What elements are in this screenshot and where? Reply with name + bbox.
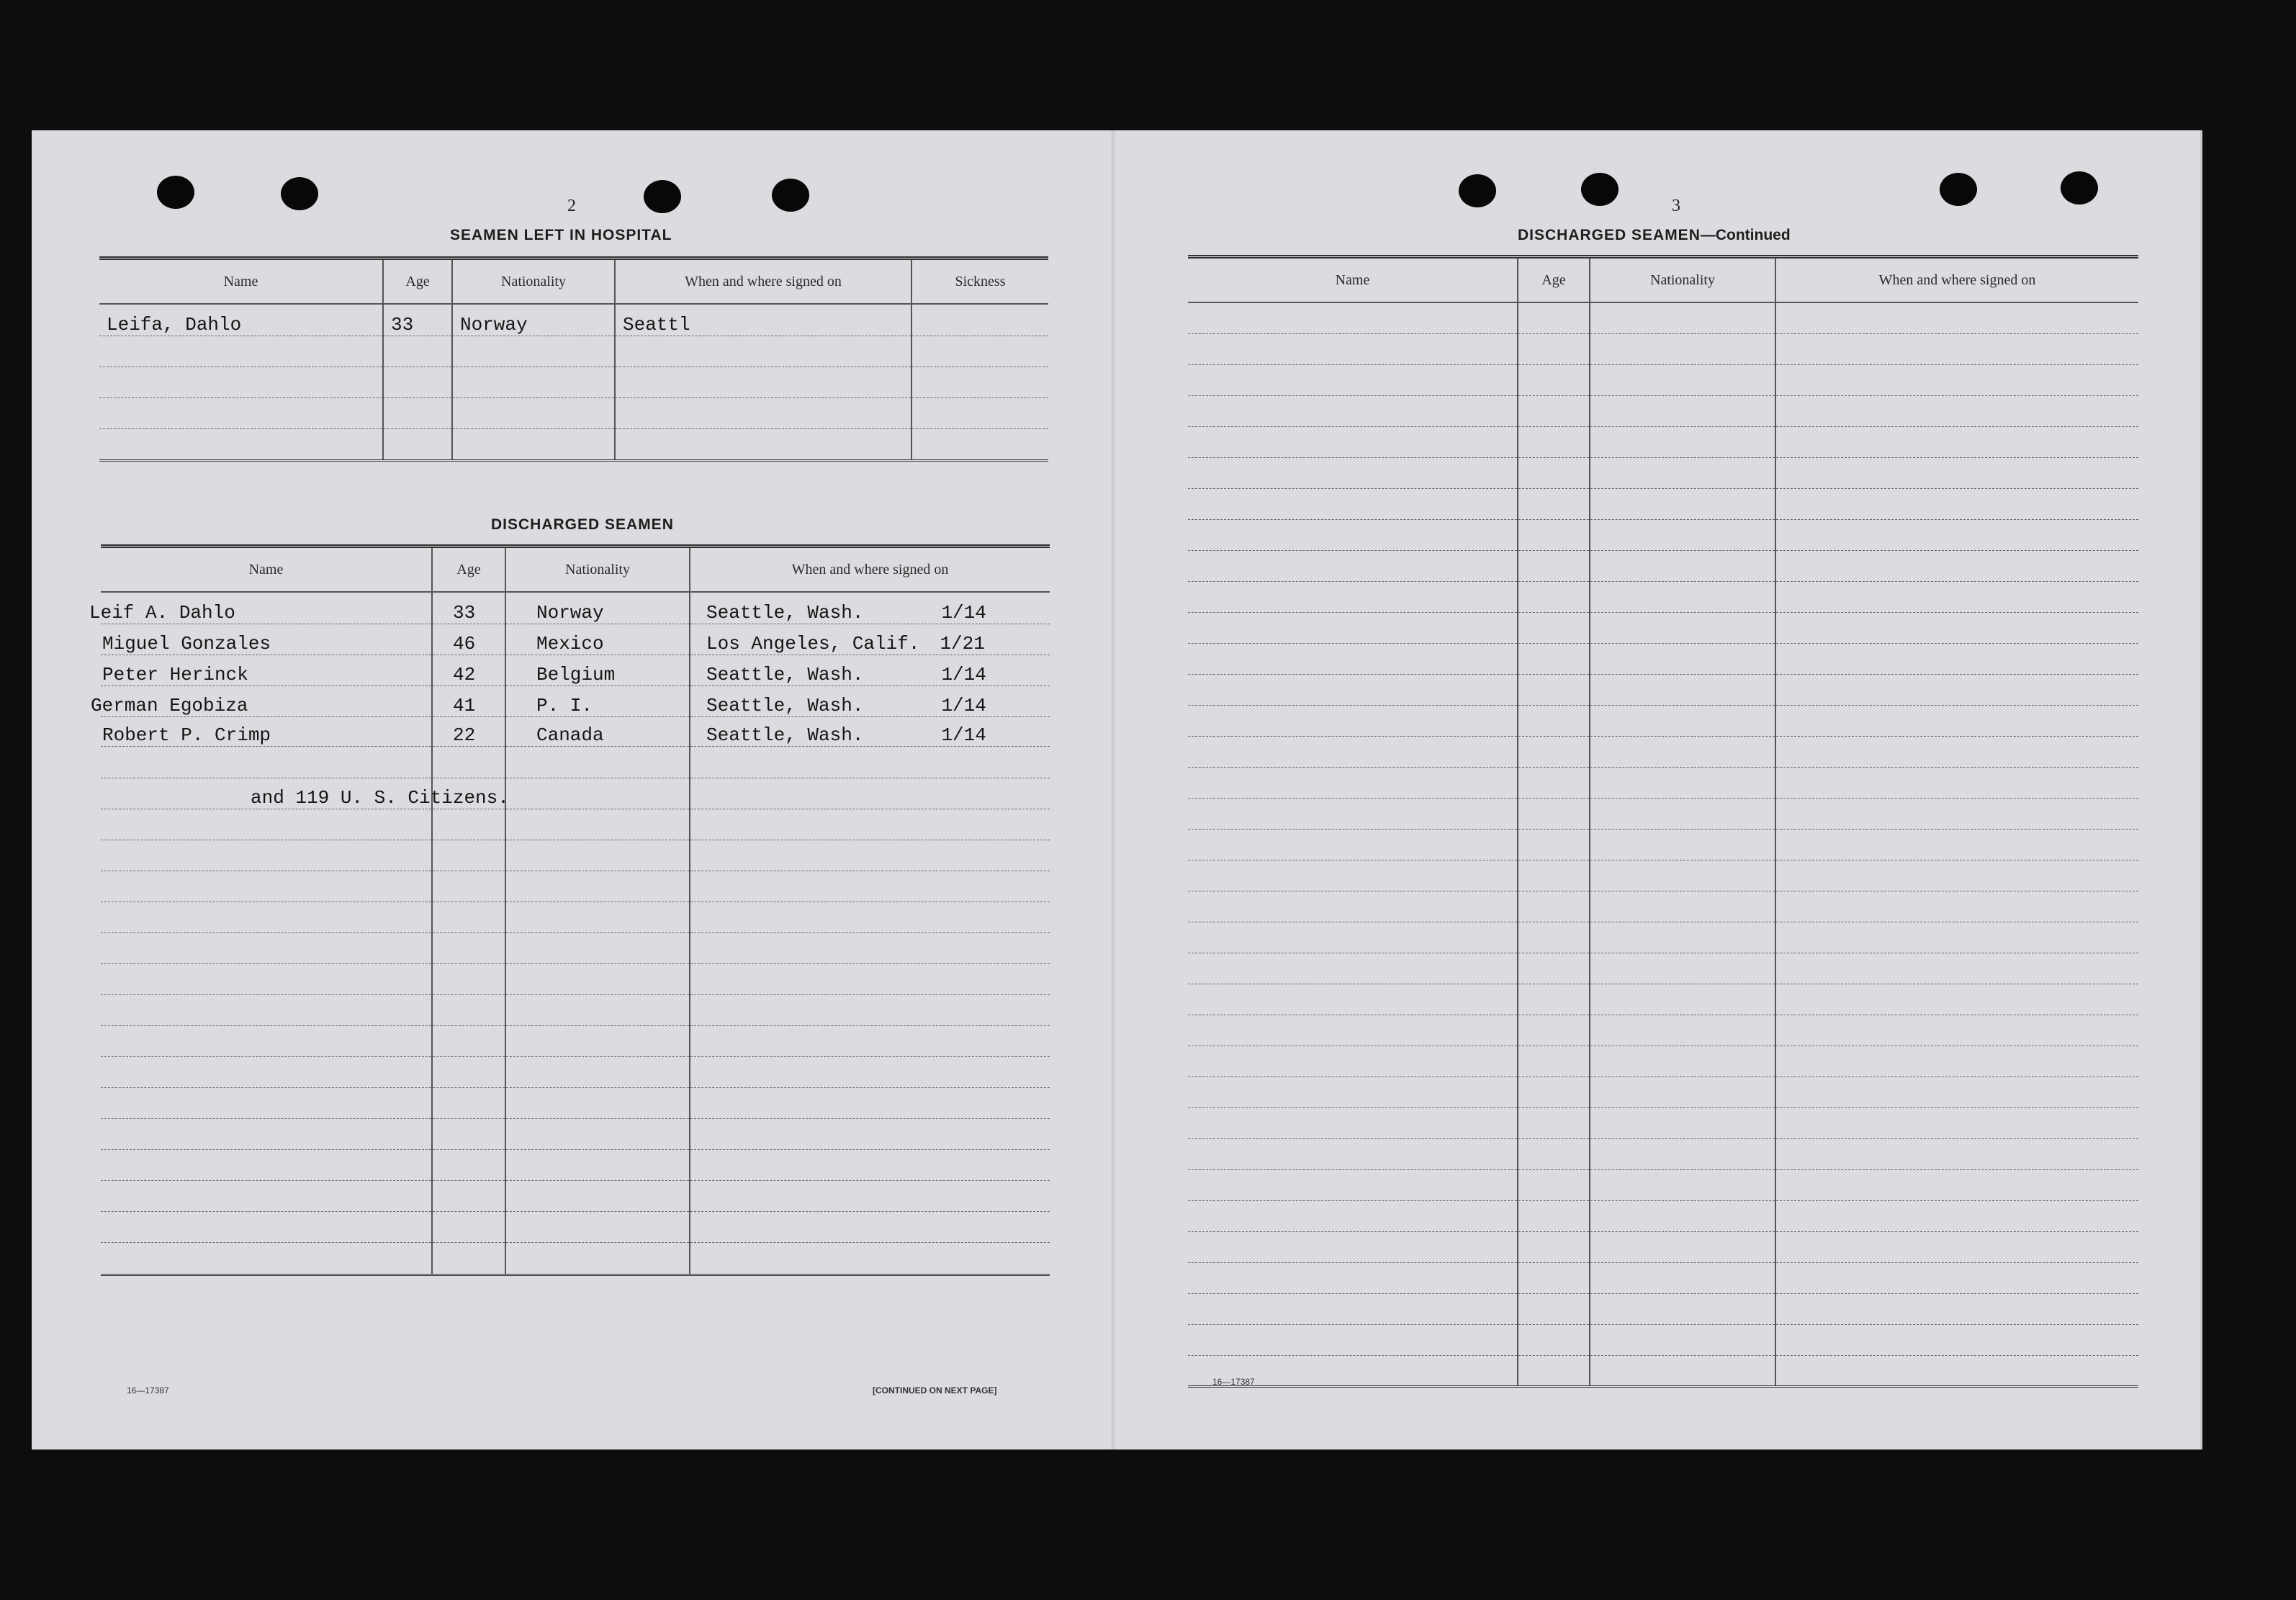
table-row: [101, 592, 1050, 624]
column-header: Name: [101, 547, 432, 593]
title-suffix: —Continued: [1700, 227, 1791, 243]
column-header: Nationality: [452, 259, 615, 305]
seaman-age: 33: [432, 592, 505, 624]
signed-on-place: Seattle, Wash.: [706, 724, 864, 746]
punch-hole: [2061, 171, 2098, 205]
page-number: 2: [567, 197, 576, 215]
seaman-age: 46: [432, 624, 505, 655]
seaman-signed-on: [690, 592, 1050, 624]
punch-hole: [1459, 174, 1496, 207]
hospital-signed-on: Seattl: [615, 304, 911, 336]
seaman-name: Robert P. Crimp: [102, 716, 433, 746]
hospital-nationality: Norway: [452, 304, 615, 336]
signed-on-place: Seattle, Wash.: [706, 663, 864, 686]
seaman-age: 22: [432, 716, 505, 746]
column-header: Age: [383, 259, 452, 305]
seaman-nationality: P. I.: [505, 686, 690, 716]
discharged-section-title: DISCHARGED SEAMEN: [491, 516, 674, 533]
discharged-continued-table: [1188, 255, 2138, 1388]
table-row: [101, 778, 1050, 809]
signed-on-date: 1/14: [941, 601, 986, 624]
punch-hole: [1581, 173, 1619, 206]
form-number: 16—17387: [127, 1385, 169, 1395]
punch-hole: [644, 180, 681, 213]
seaman-age: 41: [432, 686, 505, 716]
punch-hole: [281, 177, 318, 210]
hospital-name: Leifa, Dahlo: [99, 304, 383, 336]
column-header: When and where signed on: [1775, 257, 2138, 303]
punch-hole: [1940, 173, 1977, 206]
hospital-section-title: SEAMEN LEFT IN HOSPITAL: [450, 227, 672, 243]
column-header: Nationality: [505, 547, 690, 593]
page-number: 3: [1672, 197, 1680, 215]
seaman-nationality: Canada: [505, 716, 690, 746]
seaman-signed-on: [690, 624, 1050, 655]
seaman-name: Peter Herinck: [102, 655, 433, 686]
table-row: [101, 655, 1050, 686]
title-text: DISCHARGED SEAMEN: [1518, 227, 1701, 243]
seaman-nationality: Mexico: [505, 624, 690, 655]
column-header: Age: [1518, 257, 1590, 303]
table-row: [99, 304, 1048, 336]
hospital-age: 33: [383, 304, 452, 336]
column-header: Nationality: [1590, 257, 1775, 303]
signed-on-date: 1/14: [941, 663, 986, 686]
citizens-note: and 119 U. S. Citizens.: [101, 778, 432, 809]
punch-hole: [157, 176, 194, 209]
column-header: Name: [99, 259, 383, 305]
signed-on-place: Seattle, Wash.: [706, 601, 864, 624]
column-header: When and where signed on: [690, 547, 1050, 593]
discharged-table: [89, 544, 1050, 1276]
signed-on-place: Seattle, Wash.: [706, 694, 864, 716]
discharged-continued-title: [1518, 227, 1791, 244]
signed-on-date: 1/14: [941, 694, 986, 716]
punch-hole: [772, 179, 809, 212]
column-header: Name: [1188, 257, 1518, 303]
seaman-name: Miguel Gonzales: [102, 624, 433, 655]
column-header: Sickness: [911, 259, 1048, 305]
seaman-name: German Egobiza: [91, 686, 422, 716]
continued-note: [CONTINUED ON NEXT PAGE]: [873, 1385, 997, 1395]
seaman-signed-on: [690, 716, 1050, 746]
column-header: When and where signed on: [615, 259, 911, 305]
page-fold: [1112, 130, 1115, 1450]
seaman-nationality: Norway: [505, 592, 690, 624]
table-row: [101, 716, 1050, 746]
table-row: [101, 686, 1050, 716]
seaman-signed-on: [690, 686, 1050, 716]
table-row: [101, 624, 1050, 655]
column-header: Age: [432, 547, 505, 593]
seaman-name: Leif A. Dahlo: [89, 592, 420, 624]
seaman-signed-on: [690, 655, 1050, 686]
seaman-age: 42: [432, 655, 505, 686]
signed-on-date: 1/21: [940, 632, 985, 655]
form-number: 16—17387: [1212, 1377, 1255, 1387]
hospital-table: [99, 256, 1048, 462]
seaman-nationality: Belgium: [505, 655, 690, 686]
signed-on-date: 1/14: [941, 724, 986, 746]
signed-on-place: Los Angeles, Calif.: [706, 632, 920, 655]
hospital-sickness: [911, 304, 1048, 336]
